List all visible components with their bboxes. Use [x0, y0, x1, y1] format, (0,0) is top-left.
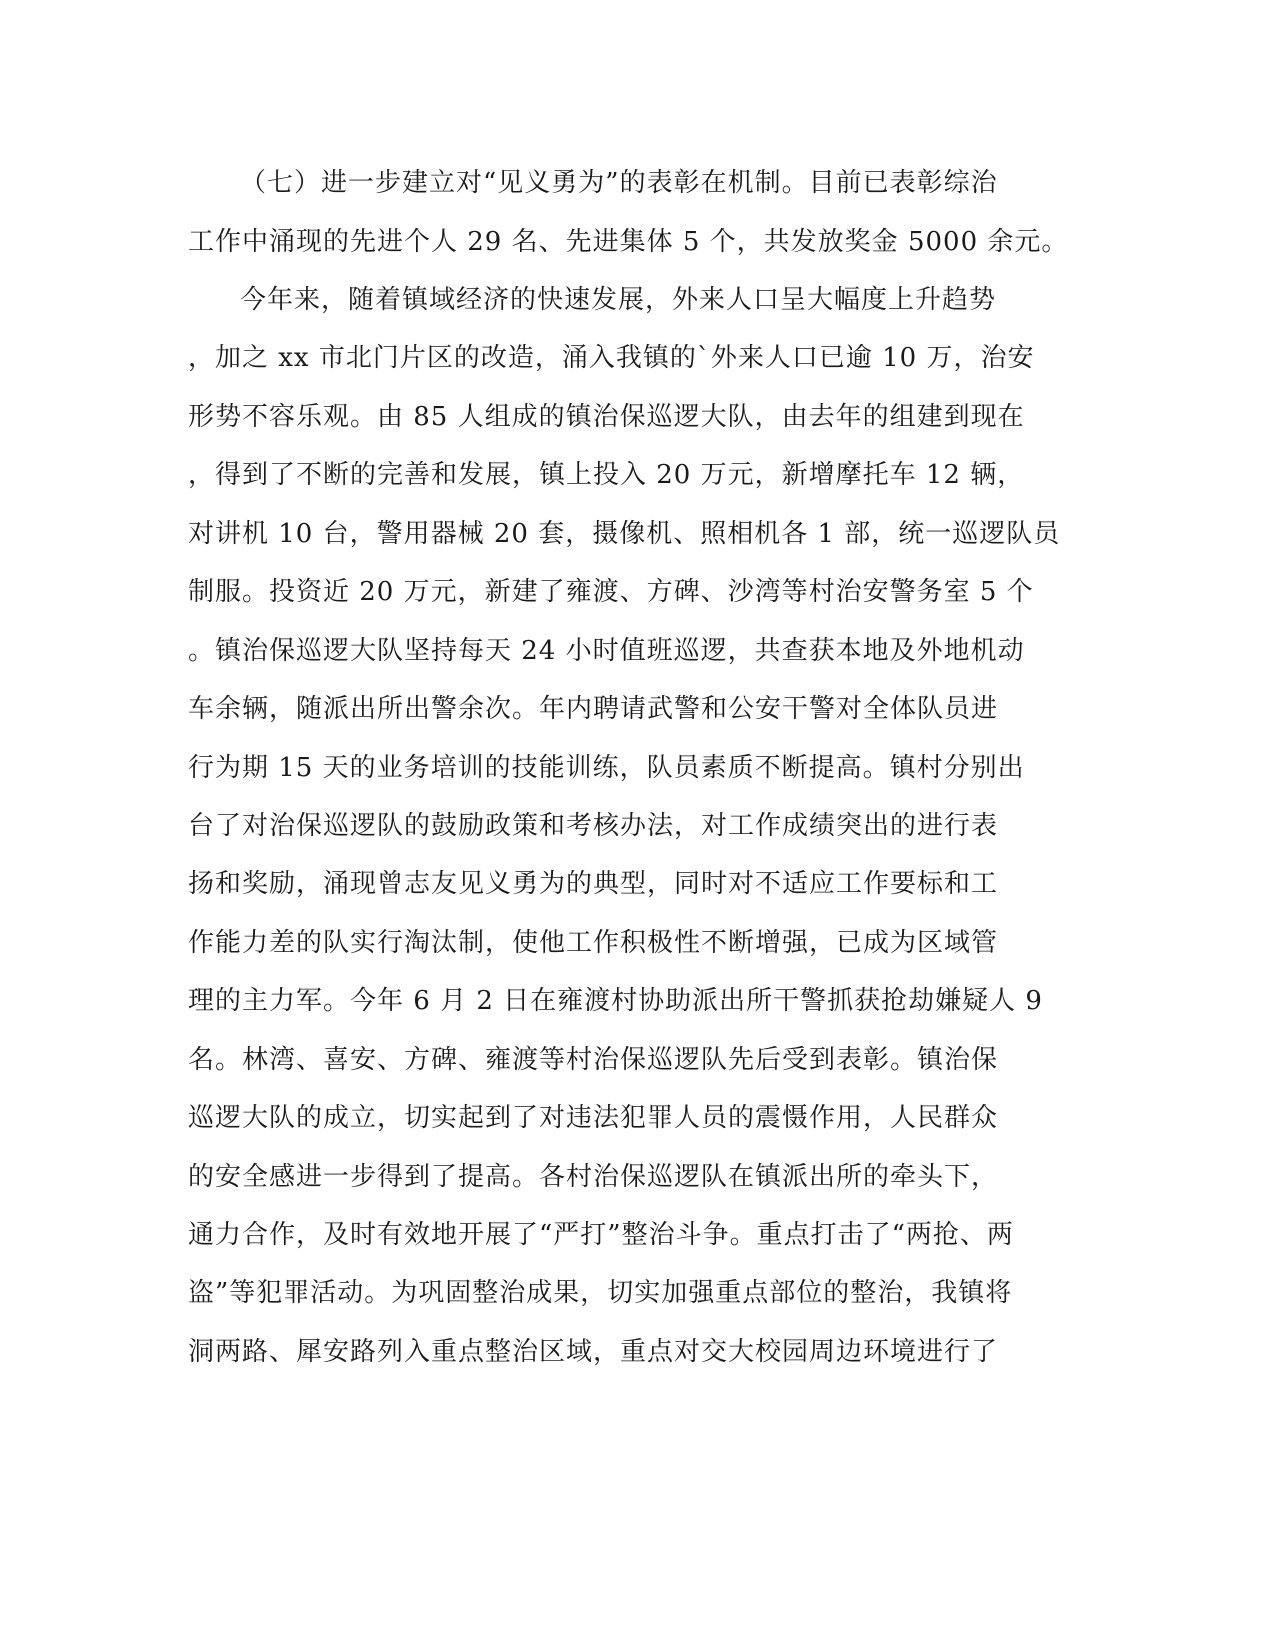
paragraph-2-line-4: ，得到了不断的完善和发展，镇上投入 20 万元，新增摩托车 12 辆， [188, 460, 1025, 490]
paragraph-2-line-2: ，加之 xx 市北门片区的改造，涌入我镇的`外来人口已逾 10 万，治安 [188, 343, 1035, 373]
paragraph-2-line-5: 对讲机 10 台，警用器械 20 套，摄像机、照相机各 1 部，统一巡逻队员 [188, 519, 1061, 549]
paragraph-2-line-7: 。镇治保巡逻大队坚持每天 24 小时值班巡逻，共查获本地及外地机动 [188, 636, 1025, 666]
paragraph-2-line-3: 形势不容乐观。由 85 人组成的镇治保巡逻大队，由去年的组建到现在 [188, 402, 1025, 432]
paragraph-2-line-15: 巡逻大队的成立，切实起到了对违法犯罪人员的震慑作用，人民群众 [188, 1103, 999, 1133]
paragraph-2-line-17: 通力合作，及时有效地开展了“严打”整治斗争。重点打击了“两抢、两 [188, 1220, 1014, 1250]
paragraph-2-line-14: 名。林湾、喜安、方碑、雍渡等村治保巡逻队先后受到表彰。镇治保 [188, 1045, 999, 1075]
paragraph-2-line-13: 理的主力军。今年 6 月 2 日在雍渡村协助派出所干警抓获抢劫嫌疑人 9 [188, 986, 1043, 1016]
paragraph-2-line-1: 今年来，随着镇域经济的快速发展，外来人口呈大幅度上升趋势 [240, 285, 997, 315]
paragraph-2-line-9: 行为期 15 天的业务培训的技能训练，队员素质不断提高。镇村分别出 [188, 753, 1025, 783]
paragraph-2-line-18: 盗”等犯罪活动。为巩固整治成果，切实加强重点部位的整治，我镇将 [188, 1278, 1013, 1308]
paragraph-2-line-8: 车余辆，随派出所出警余次。年内聘请武警和公安干警对全体队员进 [188, 694, 999, 724]
paragraph-2-line-10: 台了对治保巡逻队的鼓励政策和考核办法，对工作成绩突出的进行表 [188, 811, 999, 841]
paragraph-2-line-12: 作能力差的队实行淘汰制，使他工作积极性不断增强，已成为区域管 [188, 928, 999, 958]
paragraph-2-line-6: 制服。投资近 20 万元，新建了雍渡、方碑、沙湾等村治安警务室 5 个 [188, 577, 1034, 607]
paragraph-1-line-2: 工作中涌现的先进个人 29 名、先进集体 5 个，共发放奖金 5000 余元。 [188, 227, 1069, 257]
paragraph-1-line-1: （七）进一步建立对“见义勇为”的表彰在机制。目前已表彰综治 [240, 168, 998, 198]
paragraph-2-line-19: 洞两路、犀安路列入重点整治区域，重点对交大校园周边环境进行了 [188, 1337, 999, 1367]
paragraph-2-line-11: 扬和奖励，涌现曾志友见义勇为的典型，同时对不适应工作要标和工 [188, 869, 999, 899]
paragraph-2-line-16: 的安全感进一步得到了提高。各村治保巡逻队在镇派出所的牵头下， [188, 1162, 999, 1192]
